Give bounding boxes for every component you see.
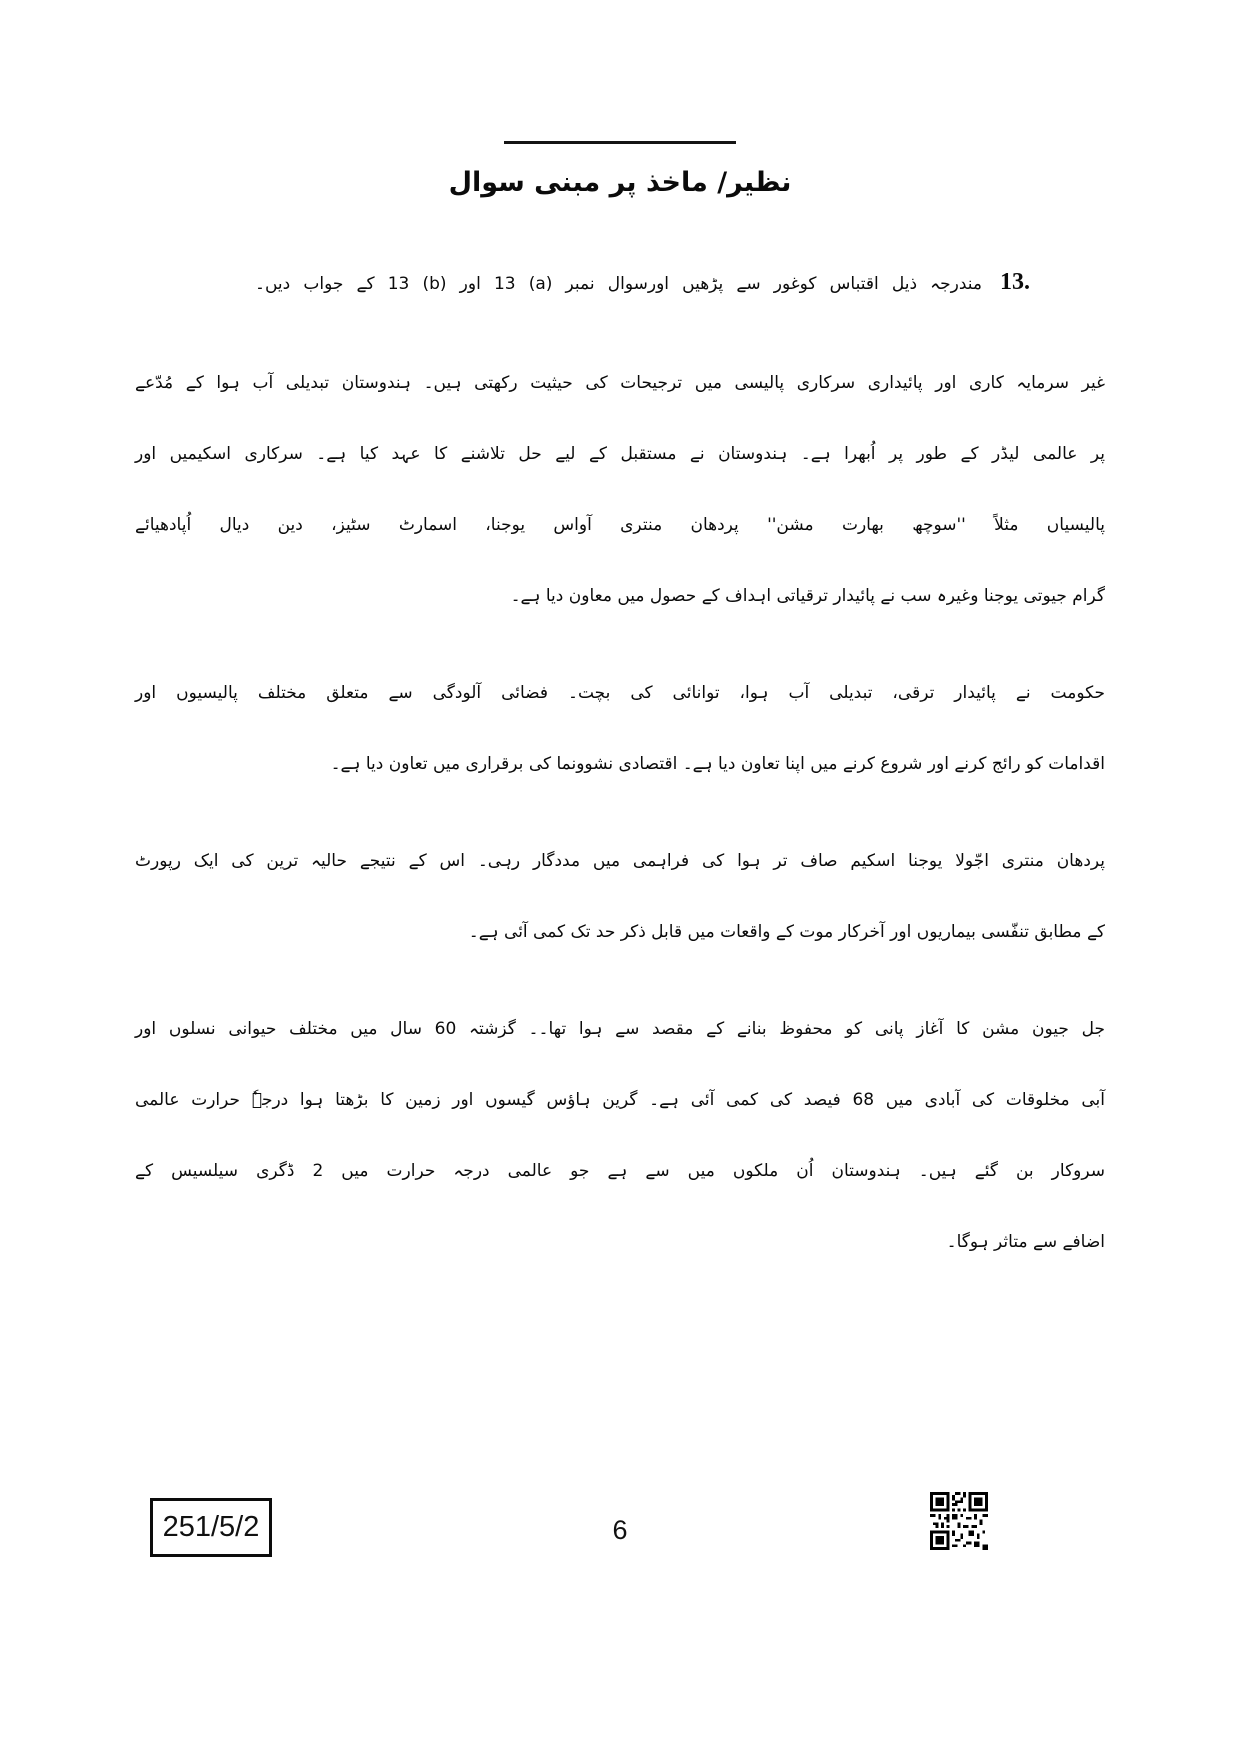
qr-code-icon <box>930 1492 988 1550</box>
passage-line: سروکار بن گئے ہیں۔ ہندوستان اُن ملکوں میں سے ہے جو عالمی درجہ حرارت میں 2 ڈگری سیلسیس کے <box>135 1161 1105 1181</box>
passage-paragraph-2 <box>135 658 1105 800</box>
passage-line: پر عالمی لیڈر کے طور پر اُبھرا ہے۔ ہندوستان نے مستقبل کے لیے حل تلاشنے کا عہد کیا ہے۔ سرکاری اسکیمیں اور <box>135 444 1105 464</box>
passage-line: اقدامات کو رائج کرنے اور شروع کرنے میں اپنا تعاون دیا ہے۔ اقتصادی نشوونما کی برقراری میں تعاون دیا ہے۔ <box>330 754 1105 774</box>
passage-line: گرام جیوتی یوجنا وغیرہ سب نے پائیدار ترقیاتی اہداف کے حصول میں معاون دیا ہے۔ <box>510 586 1105 606</box>
question-number: 13. <box>1000 269 1030 295</box>
section-heading: نظیر/ ماخذ پر مبنی سوال <box>448 167 792 198</box>
passage-line: اضافے سے متاثر ہوگا۔ <box>946 1232 1105 1252</box>
passage-paragraph-4 <box>135 994 1105 1278</box>
passage-line: حکومت نے پائیدار ترقی، تبدیلی آب ہوا، توانائی کی بچت۔ فضائی آلودگی سے متعلق مختلف پالیسیوں اور <box>135 683 1105 703</box>
question-text: مندرجہ ذیل اقتباس کوغور سے پڑھیں اورسوال نمبر ‪13 (a)‬ اور ‪13 (b)‬ کے جواب دیں۔ <box>255 274 982 294</box>
passage <box>135 348 1105 1278</box>
question-13 <box>255 256 1030 310</box>
paper-code: 251/5/2 <box>162 1511 260 1543</box>
passage-line: کے مطابق تنفّسی بیماریوں اور آخرکار موت کے واقعات میں قابل ذکر حد تک کمی آئی ہے۔ <box>468 922 1105 942</box>
passage-paragraph-1 <box>135 348 1105 632</box>
page-number: 6 <box>612 1515 628 1545</box>
passage-line: پردھان منتری اجّولا یوجنا اسکیم صاف تر ہوا کی فراہمی میں مددگار رہی۔ اس کے نتیجے حالیہ ترین کی ایک رپورٹ <box>135 851 1105 871</box>
passage-line: غیر سرمایہ کاری اور پائیداری سرکاری پالیسی میں ترجیحات کی حیثیت رکھتی ہیں۔ ہندوستان تبدیلی آب ہوا کے مُدّعے <box>135 373 1105 393</box>
passage-line: جل جیون مشن کا آغاز پانی کو محفوظ بنانے کے مقصد سے ہوا تھا۔۔ گزشتہ 60 سال میں مختلف حیوانی نسلوں اور <box>135 1019 1105 1039</box>
passage-paragraph-3 <box>135 826 1105 968</box>
section-divider-line <box>504 141 736 144</box>
passage-line: پالیسیاں مثلاً ''سوچھ بھارت مشن'' پردھان منتری آواس یوجنا، اسمارٹ سٹیز، دین دیال اُپادھیائے <box>135 515 1105 535</box>
passage-line: آبی مخلوقات کی آبادی میں 68 فیصد کی کمی آئی ہے۔ گرین ہاؤس گیسوں اور زمین کا بڑھتا ہوا درجہٗ حرارت عالمی <box>135 1090 1105 1110</box>
